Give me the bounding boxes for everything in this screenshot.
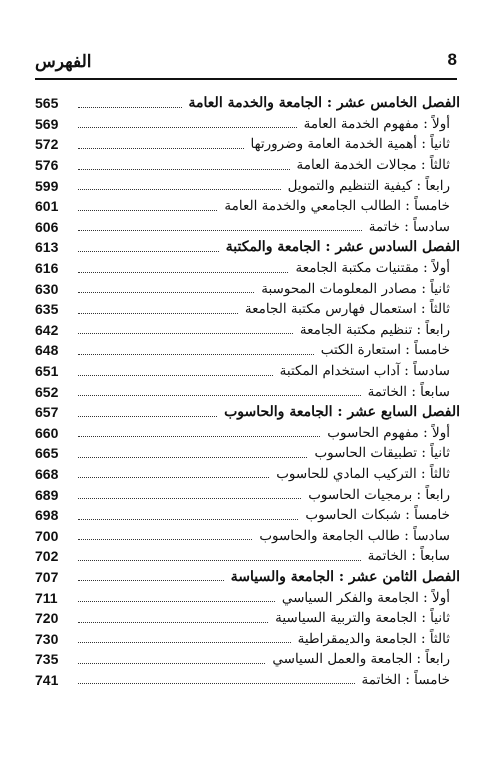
- section-title: سادساً : خاتمة: [368, 218, 450, 235]
- toc-item-row: [35, 196, 460, 217]
- dot-leader: [78, 333, 293, 334]
- dot-leader: [78, 663, 265, 664]
- toc-item-row: [35, 217, 460, 238]
- dot-leader: [78, 683, 355, 684]
- section-title: سادساً : طالب الجامعة والحاسوب: [259, 527, 450, 544]
- dot-leader: [78, 292, 254, 293]
- page-reference: 648: [35, 342, 59, 359]
- page-reference: 657: [35, 404, 59, 421]
- toc-chapter-row: [35, 93, 460, 114]
- chapter-title: الفصل الثامن عشر : الجامعة والسياسة: [230, 568, 460, 585]
- dot-leader: [78, 477, 269, 478]
- dot-leader: [78, 272, 288, 273]
- page-reference: 735: [35, 651, 59, 668]
- toc-item-row: [35, 464, 460, 485]
- section-title: ثانياً : أهمية الخدمة العامة وضرورتها: [250, 136, 450, 153]
- toc-item-row: [35, 134, 460, 155]
- toc-item-row: [35, 361, 460, 382]
- page-number: 8: [447, 50, 457, 69]
- toc-chapter-row: [35, 237, 460, 258]
- page-reference: 700: [35, 527, 59, 544]
- page-reference: 652: [35, 383, 59, 400]
- dot-leader: [78, 601, 275, 602]
- dot-leader: [78, 148, 244, 149]
- page-reference: 689: [35, 486, 59, 503]
- dot-leader: [78, 560, 361, 561]
- page-reference: 702: [35, 548, 59, 565]
- dot-leader: [78, 622, 268, 623]
- chapter-title: الفصل السابع عشر : الجامعة والحاسوب: [224, 404, 460, 421]
- dot-leader: [78, 580, 224, 581]
- section-title: أولاً : مفهوم الخدمة العامة: [303, 115, 450, 132]
- page-reference: 730: [35, 630, 59, 647]
- toc-item-row: [35, 628, 460, 649]
- section-title: سابعاً : الخاتمة: [367, 383, 450, 400]
- section-title: خامساً : شبكات الحاسوب: [305, 507, 450, 524]
- section-title: ثالثاً : استعمال فهارس مكتبة الجامعة: [244, 301, 450, 318]
- toc-item-row: [35, 320, 460, 341]
- toc-item-row: [35, 525, 460, 546]
- page-reference: 599: [35, 177, 59, 194]
- page-reference: 576: [35, 157, 59, 174]
- section-title: رابعاً : تنظيم مكتبة الجامعة: [299, 321, 450, 338]
- chapter-title: الفصل الخامس عشر : الجامعة والخدمة العامة: [188, 95, 460, 112]
- toc-item-row: [35, 175, 460, 196]
- toc-item-row: [35, 278, 460, 299]
- dot-leader: [78, 127, 297, 128]
- toc-item-row: [35, 114, 460, 135]
- dot-leader: [78, 169, 290, 170]
- toc-item-row: [35, 505, 460, 526]
- toc-item-row: [35, 484, 460, 505]
- dot-leader: [78, 251, 219, 252]
- dot-leader: [78, 416, 217, 417]
- section-title: رابعاً : الجامعة والعمل السياسي: [272, 651, 450, 668]
- section-title: سابعاً : الخاتمة: [367, 548, 450, 565]
- toc-item-row: [35, 649, 460, 670]
- dot-leader: [78, 107, 182, 108]
- dot-leader: [78, 354, 314, 355]
- dot-leader: [78, 519, 298, 520]
- toc-item-row: [35, 340, 460, 361]
- page-reference: 606: [35, 218, 59, 235]
- section-title: رابعاً : برمجيات الحاسوب: [308, 486, 450, 503]
- chapter-title: الفصل السادس عشر : الجامعة والمكتبة: [225, 239, 460, 256]
- toc-item-row: [35, 670, 460, 691]
- page-reference: 630: [35, 280, 59, 297]
- dot-leader: [78, 642, 291, 643]
- page-reference: 660: [35, 424, 59, 441]
- dot-leader: [78, 436, 320, 437]
- toc-item-row: [35, 587, 460, 608]
- toc-chapter-row: [35, 402, 460, 423]
- dot-leader: [78, 230, 362, 231]
- toc-chapter-row: [35, 567, 460, 588]
- section-title: ثالثاً : التركيب المادي للحاسوب: [276, 465, 450, 482]
- page-reference: 668: [35, 465, 59, 482]
- section-title: ثانياً : تطبيقات الحاسوب: [314, 445, 450, 462]
- dot-leader: [78, 395, 361, 396]
- page-title: الفهرس: [35, 52, 92, 72]
- section-title: ثانياً : الجامعة والتربية السياسية: [275, 610, 450, 627]
- toc-item-row: [35, 546, 460, 567]
- header-rule: [35, 78, 457, 80]
- section-title: سادساً : آداب استخدام المكتبة: [279, 363, 450, 380]
- dot-leader: [78, 313, 238, 314]
- dot-leader: [78, 189, 281, 190]
- section-title: أولاً : مفهوم الحاسوب: [327, 424, 450, 441]
- page-reference: 572: [35, 136, 59, 153]
- dot-leader: [78, 210, 217, 211]
- page-reference: 707: [35, 568, 59, 585]
- page-reference: 720: [35, 610, 59, 627]
- section-title: ثالثاً : مجالات الخدمة العامة: [296, 157, 450, 174]
- toc-item-row: [35, 299, 460, 320]
- page-reference: 601: [35, 198, 59, 215]
- section-title: ثانياً : مصادر المعلومات المحوسبة: [261, 280, 450, 297]
- section-title: أولاً : الجامعة والفكر السياسي: [281, 589, 450, 606]
- section-title: خامساً : الطالب الجامعي والخدمة العامة: [224, 198, 450, 215]
- page-reference: 711: [35, 589, 58, 606]
- table-of-contents: [35, 93, 460, 690]
- page-reference: 651: [35, 363, 59, 380]
- page-reference: 698: [35, 507, 59, 524]
- section-title: ثالثاً : الجامعة والديمقراطية: [297, 630, 450, 647]
- section-title: رابعاً : كيفية التنظيم والتمويل: [287, 177, 450, 194]
- section-title: خامساً : الخاتمة: [361, 671, 450, 688]
- toc-item-row: [35, 381, 460, 402]
- page-reference: 569: [35, 115, 59, 132]
- toc-item-row: [35, 608, 460, 629]
- toc-item-row: [35, 443, 460, 464]
- page-reference: 635: [35, 301, 59, 318]
- dot-leader: [78, 375, 273, 376]
- page-header: [35, 50, 457, 74]
- section-title: أولاً : مقتنيات مكتبة الجامعة: [295, 260, 450, 277]
- section-title: خامساً : استعارة الكتب: [320, 342, 450, 359]
- page-reference: 565: [35, 95, 59, 112]
- page-reference: 741: [35, 671, 59, 688]
- page-reference: 613: [35, 239, 59, 256]
- toc-item-row: [35, 258, 460, 279]
- page-reference: 665: [35, 445, 59, 462]
- dot-leader: [78, 498, 301, 499]
- dot-leader: [78, 539, 252, 540]
- page-reference: 616: [35, 260, 59, 277]
- toc-item-row: [35, 423, 460, 444]
- toc-item-row: [35, 155, 460, 176]
- dot-leader: [78, 457, 307, 458]
- page-reference: 642: [35, 321, 59, 338]
